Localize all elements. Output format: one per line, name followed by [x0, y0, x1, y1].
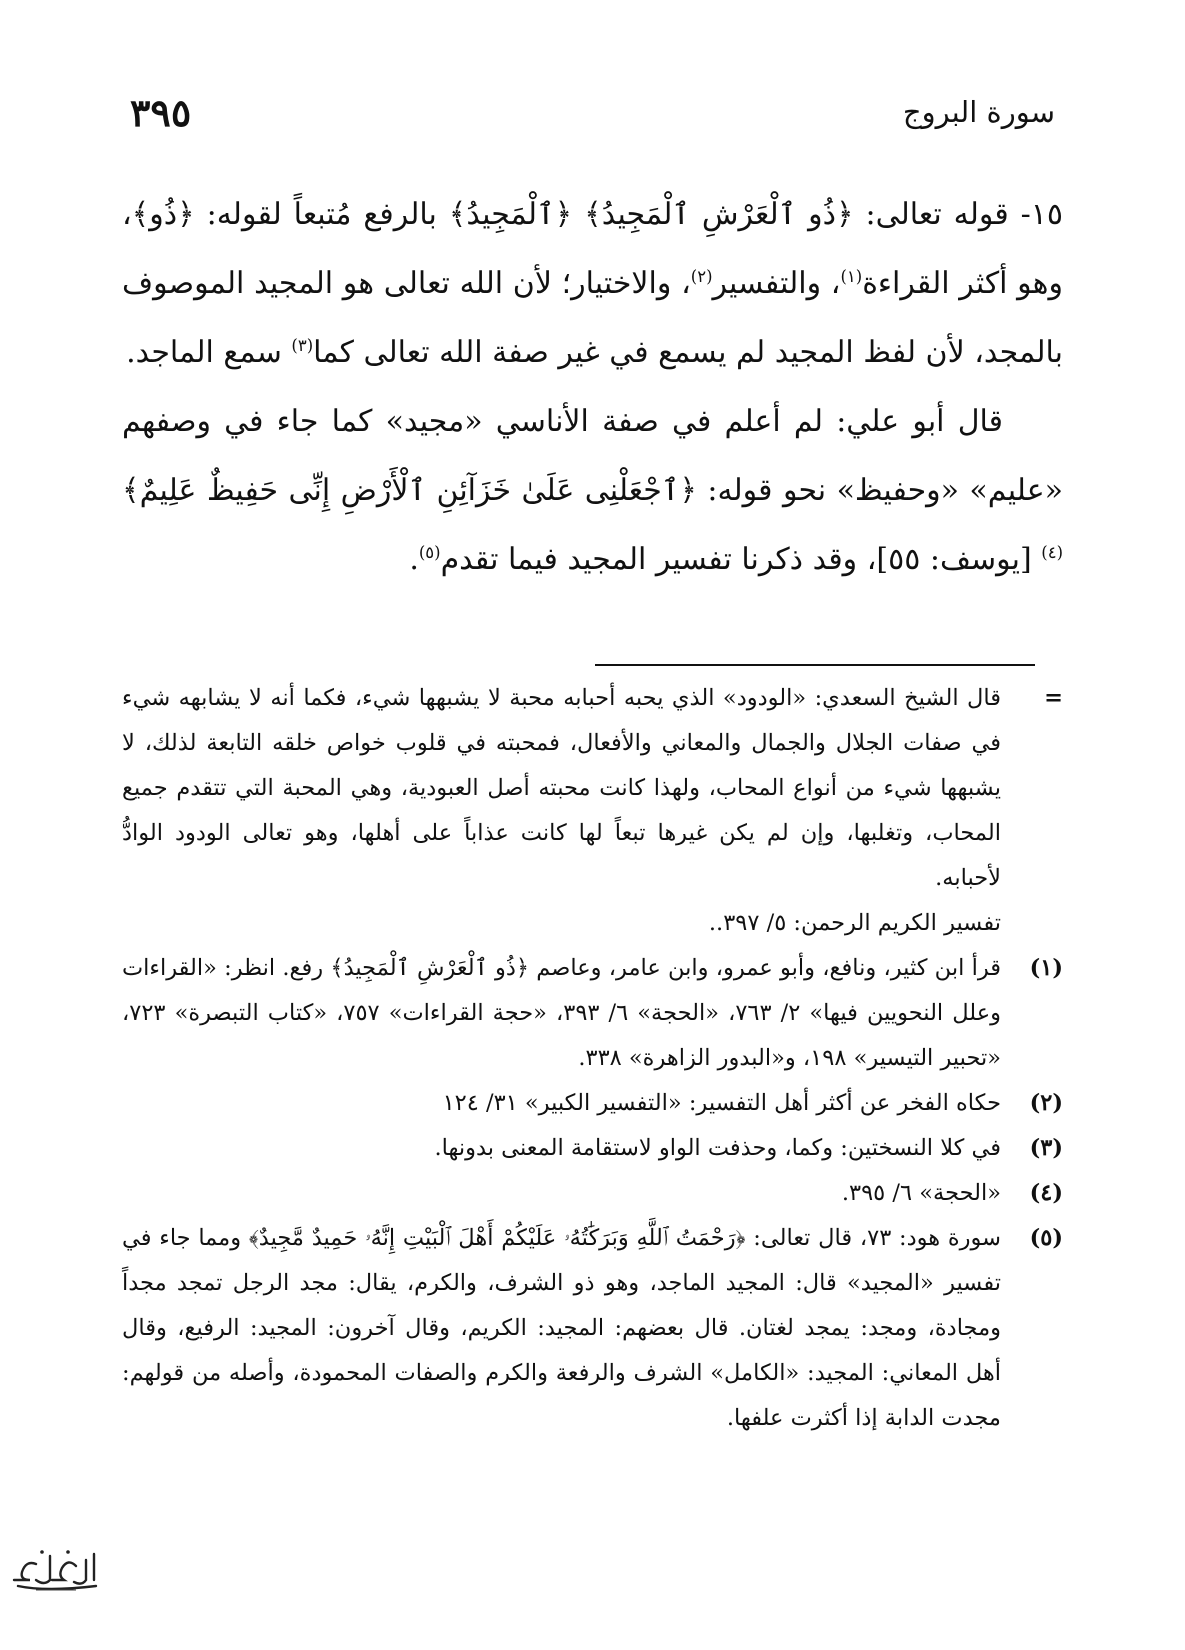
footnote-number: (٤) — [1029, 1180, 1063, 1206]
footnote-continuation: = قال الشيخ السعدي: «الودود» الذي يحبه أحبابه محبة لا يشبهها شيء، فكما أنه لا يشابهه شيء في صفات الجلال والجمال والمعاني والأفعال، فمحبته في قلوب خواص خلقه التابعة لذلك، لا يشبهها شيء من أنواع المحاب، ولهذا كانت محبته أصل العبودية، وهي المحبة التي تتقدم جميع المحاب، وتغلبها، وإن لم يكن غيرها تبعاً لها كانت عذاباً على أهلها، وهو تعالى الودود الوادُّ لأحبابه. — [122, 676, 1063, 901]
footnote-separator — [595, 664, 1035, 666]
footnote-2: (٢) حكاه الفخر عن أكثر أهل التفسير: «التفسير الكبير» ٣١/ ١٢٤ — [122, 1081, 1063, 1126]
library-watermark-logo — [6, 1546, 102, 1594]
page-number: ٣٩٥ — [130, 89, 192, 135]
footnote-ref-5[interactable]: (٥) — [418, 543, 441, 562]
paragraph-1: ١٥- قوله تعالى: ﴿ذُو ٱلْعَرْشِ ٱلْمَجِيدُ﴾ ﴿ٱلْمَجِيدُ﴾ بالرفع مُتبعاً لقوله: ﴿ذُو﴾، وهو أكثر القراءة$^{(١)}$، والتفسير$^{(٢)}$، والاختيار؛ لأن الله تعالى هو المجيد الموصوف بالمجد، لأن لفظ المجيد لم يسمع في غير صفة الله تعالى كما$^{(٣)}$ سمع الماجد. — [122, 197, 1063, 370]
footnote-ref-1[interactable]: (١) — [840, 267, 863, 286]
footnote-ref-2[interactable]: (٢) — [690, 267, 713, 286]
footnotes — [122, 676, 1063, 1441]
footnote-number: (٣) — [1029, 1135, 1063, 1161]
footnote-5: (٥) سورة هود: ٧٣، قال تعالى: ﴿رَحْمَتُ ٱللَّهِ وَبَرَكَٰتُهُۥ عَلَيْكُمْ أَهْلَ ٱلْبَيْتِ إِنَّهُۥ حَمِيدٌ مَّجِيدٌ﴾ ومما جاء في تفسير «المجيد» قال: المجيد الماجد، وهو ذو الشرف، والكرم، يقال: مجد الرجل تمجد مجداً ومجادة، ومجد: يمجد لغتان. قال بعضهم: المجيد: الكريم، وقال آخرون: المجيد: الرفيع، وقال أهل المعاني: المجيد: «الكامل» الشرف والرفعة والكرم والصفات المحمودة، وأصله من قولهم: مجدت الدابة إذا أكثرت علفها. — [122, 1216, 1063, 1441]
main-text — [122, 180, 1063, 594]
footnote-continuation-ref: تفسير الكريم الرحمن: ٥/ ٣٩٧.. — [708, 910, 1001, 936]
continuation-mark: = — [1044, 685, 1063, 711]
paragraph-2: قال أبو علي: لم أعلم في صفة الأناسي «مجيد» كما جاء في وصفهم «عليم» «وحفيظ» نحو قوله: ﴿ٱجْعَلْنِى عَلَىٰ خَزَآئِنِ ٱلْأَرْضِ إِنِّى حَفِيظٌ عَلِيمٌ﴾$^{(٤)}$ [يوسف: ٥٥]، وقد ذكرنا تفسير المجيد فيما تقدم$^{(٥)}$. — [122, 404, 1063, 577]
footnote-number: (١) — [1029, 955, 1063, 981]
page-title: سورة البروج — [902, 95, 1055, 129]
footnote-1: (١) قرأ ابن كثير، ونافع، وأبو عمرو، وابن عامر، وعاصم ﴿ذُو ٱلْعَرْشِ ٱلْمَجِيدُ﴾ رفع. انظر: «القراءات وعلل النحويين فيها» ٢/ ٧٦٣، «الحجة» ٦/ ٣٩٣، «حجة القراءات» ٧٥٧، «كتاب التبصرة» ٧٢٣، «تحبير التيسير» ١٩٨، و«البدور الزاهرة» ٣٣٨. — [122, 946, 1063, 1081]
footnote-number: (٢) — [1029, 1090, 1063, 1116]
footnote-number: (٥) — [1029, 1225, 1063, 1251]
footnote-ref-4[interactable]: (٤) — [1041, 543, 1063, 562]
footnote-3: (٣) في كلا النسختين: وكما، وحذفت الواو لاستقامة المعنى بدونها. — [122, 1126, 1063, 1171]
footnote-4: (٤) «الحجة» ٦/ ٣٩٥. — [122, 1171, 1063, 1216]
page-header — [130, 82, 1055, 142]
footnote-ref-3[interactable]: (٣) — [291, 336, 314, 355]
